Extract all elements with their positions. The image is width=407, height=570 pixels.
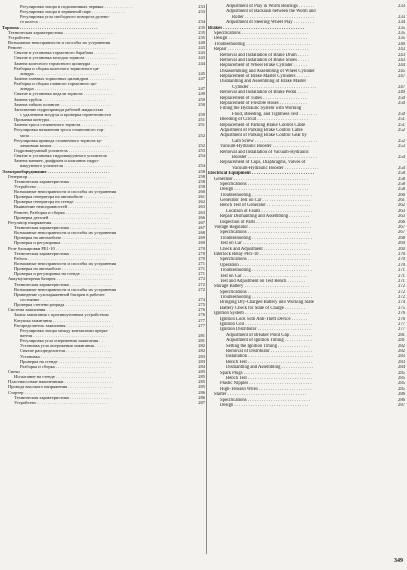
- toc-entry-title: Регулятор напряжения . . . . . . . . . . . . . . . . . . . . . . . . . .: [8, 219, 110, 225]
- toc-entry-title: Specifications . . . . . . . . . . . . . . . . . . . . . . . . . . .: [220, 230, 310, 236]
- toc-entry-title: Распределитель зажигания . . . . . . . . . . . . . . . . . . . . .: [14, 322, 113, 328]
- toc-entry-title: Проверка генератора на стенде . . . . . . . . . . . . . . . . . .: [14, 199, 114, 205]
- toc-entry-page: 234: [397, 20, 405, 26]
- toc-entry-page: 277: [397, 322, 405, 328]
- toc-entry-title: Troubleshooting . . . . . . . . . . . . . . . . . . . . . . . . . .: [220, 295, 312, 301]
- toc-entry-title: Vacuum-Hydraulic Booster . . . . . . . . . . . . . . .: [232, 165, 319, 171]
- toc-entry-page: 263: [397, 208, 405, 214]
- toc-entry-title: Ignition Distributor . . . . . . . . . . . . . . . . . . . . . . .: [220, 327, 311, 333]
- toc-entry-page: 266: [198, 214, 205, 220]
- toc-entry-page: 272: [198, 281, 205, 287]
- toc-entry-title: Generator Test on Car . . . . . . . . . . . . . . . . . . . . .: [220, 198, 311, 204]
- toc-entry-title: Test on Car . . . . . . . . . . . . . . . . . . . . . . . . . . . .: [220, 241, 308, 247]
- toc-entry-title: вателя . . . . . . . . . . . . . . . . . . . . . . . . . . . . . . . . .: [20, 333, 107, 338]
- toc-entry-title: Adjustment of Backlash between the Worm and: [226, 9, 316, 15]
- toc-entry-page: 281: [397, 332, 405, 338]
- toc-entry-title: Испытание на стенде . . . . . . . . . . . . . . . . . . . . . . . . .: [14, 374, 112, 380]
- toc-entry-title: Voltage Regulator . . . . . . . . . . . . . . . . . . . . . . . . . . .: [214, 225, 312, 231]
- toc-entry-page: 249: [397, 90, 405, 96]
- toc-entry-page: 252: [397, 127, 405, 133]
- toc-entry: [2, 400, 205, 405]
- toc-entry-title: Design . . . . . . . . . . . . . . . . . . . . . . . . . . . . . . . .: [220, 402, 309, 408]
- toc-entry-title: Генератор . . . . . . . . . . . . . . . . . . . . . . . . . . . . . . . . . . .: [8, 173, 106, 179]
- toc-entry-title: Brakes . . . . . . . . . . . . . . . . . . . . . . . . . . . . . . . . . . .: [208, 25, 305, 31]
- toc-entry-title: Регулировка зазора в подшипниках червяка . . . . . . . . . . . . .: [20, 4, 133, 9]
- toc-entry-title: Interlock Relay PB1-10 . . . . . . . . . . . . . . . . . . . . . .: [214, 251, 311, 257]
- toc-entry-title: Troubleshooting . . . . . . . . . . . . . . . . . . . . . . . . . .: [220, 268, 312, 274]
- toc-entry-title: Setting the Ignition Timing . . . . . . . . . . . . . .: [226, 343, 310, 349]
- toc-entry-title: Vacuum-Hydraulic Booster . . . . . . . . . . . . . . . .: [220, 144, 309, 150]
- toc-entry-page: 254: [397, 165, 405, 171]
- toc-entry-page: 268: [397, 235, 405, 241]
- toc-entry-page: 277: [198, 322, 205, 328]
- toc-entry-title: Replacement of Brake Master Cylinders . . . . . .: [220, 74, 310, 80]
- toc-entry-page: 270: [397, 251, 405, 257]
- toc-entry-title: Starter . . . . . . . . . . . . . . . . . . . . . . . . . . . . . . . . . .: [214, 392, 307, 398]
- toc-entry-title: Replacement of Tubes . . . . . . . . . . . . . . . . . . .: [220, 95, 307, 101]
- toc-entry-page: 270: [198, 255, 205, 261]
- toc-entry-page: 272: [198, 276, 205, 282]
- toc-entry-title: Electrical Equipment . . . . . . . . . . . . . . . . . . . . . . . . . . .: [208, 171, 315, 177]
- toc-entry-page: 287: [397, 402, 405, 408]
- toc-entry-title: Проверка на стенде . . . . . . . . . . . . . . . . . . . . . . . .: [20, 358, 112, 364]
- toc-entry-title: Регулировка привода стояночного тормоза ку-: [14, 137, 103, 143]
- toc-entry-page: 271: [198, 266, 205, 272]
- toc-entry-page: 283: [397, 359, 405, 365]
- toc-entry-title: Operation . . . . . . . . . . . . . . . . . . . . . . . . . . . . . .: [220, 262, 310, 268]
- toc-entry-title: Replacement of Cups, Diaphragms, Valves of: [220, 160, 306, 166]
- toc-entry-title: Катушка зажигания . . . . . . . . . . . . . . . . . . . . . . . . . .: [14, 317, 111, 323]
- toc-entry-page: 243: [397, 52, 405, 58]
- toc-entry-title: Снятие и установка педали тормоза . . . . . . . . . . . . . .: [14, 91, 114, 97]
- toc-entry-page: 247: [198, 75, 205, 81]
- toc-entry-page: 244: [397, 63, 405, 69]
- toc-entry-title: Dismantling and Assembling . . . . . . . . . . . . . .: [226, 365, 314, 371]
- toc-entry-page: 251: [397, 117, 405, 123]
- toc-entry-title: Замена гибких шлангов . . . . . . . . . . . . . . . . . . . . . . .: [14, 101, 112, 107]
- toc-entry-title: Техническая характеристика . . . . . . . . . . . . . . . . . . . . . . .: [8, 29, 115, 35]
- toc-entry-title: Замок зажигания с противоугонным устройством: [14, 312, 109, 318]
- toc-entry-page: 269: [198, 240, 205, 246]
- toc-entry-page: 270: [397, 257, 405, 263]
- toc-entry-title: Реле блокировки РБ1-10 . . . . . . . . . . . . . . . . . . . . . . . . .: [8, 245, 112, 251]
- toc-entry-title: Roller . . . . . . . . . . . . . . . . . . . . . . . . . . . . . .: [232, 14, 315, 20]
- toc-entry-title: Установка угла опережения зажигания . . . . .: [20, 343, 106, 349]
- toc-entry-page: 281: [198, 333, 205, 338]
- toc-entry-title: моза . . . . . . . . . . . . . . . . . . . . . . . . . . . . . . . . . . .: [20, 132, 108, 138]
- toc-entry-title: Adjustment of Parking Brake Control Cable: [220, 127, 303, 133]
- toc-entry-title: Замена трубок . . . . . . . . . . . . . . . . . . . . . . . . . . . .: [14, 96, 105, 102]
- toc-entry-title: состояние . . . . . . . . . . . . . . . . . . . . . . . . . . . . . . . .: [20, 297, 112, 303]
- toc-entry-page: 282: [198, 348, 205, 354]
- toc-entry-title: High-Tension Wires . . . . . . . . . . . . . . . . . . . . . . .: [220, 386, 312, 392]
- toc-entry-title: Прокачка контуры . . . . . . . . . . . . . . . . . . . . . . . . . .: [14, 117, 108, 123]
- toc-entry-title: Замена манжет, диафрагм и клапанов гидро-: [14, 158, 100, 164]
- toc-entry-page: 252: [198, 142, 205, 148]
- toc-entry-page: 250: [198, 101, 205, 107]
- toc-entry-page: 258: [198, 168, 205, 174]
- toc-entry-page: 258: [397, 181, 405, 187]
- toc-entry-title: Check and Adjustment . . . . . . . . . . . . . . . . . . . .: [220, 246, 310, 252]
- toc-entry-title: Plastic Nipples . . . . . . . . . . . . . . . . . . . . . . . . . . .: [220, 381, 312, 387]
- toc-entry-title: Гидровакуумный усилитель . . . . . . . . . . . . . . . . . . . .: [14, 147, 113, 153]
- toc-entry-page: 247: [397, 74, 405, 80]
- toc-entry-title: Specifications . . . . . . . . . . . . . . . . . . . . . . . . . . .: [220, 397, 310, 403]
- toc-entry-title: Test and Adjustment on Test Bench . . . . . . . .: [220, 278, 306, 284]
- toc-entry-page: 243: [198, 50, 205, 56]
- toc-entry-page: 260: [198, 189, 205, 195]
- toc-entry-title: Замена троса стояночного тормоза . . . . . . . . . . . . . . .: [14, 122, 115, 128]
- toc-entry-page: 263: [198, 204, 205, 210]
- toc-entry-page: 283: [198, 358, 205, 364]
- toc-entry: [208, 403, 405, 408]
- toc-entry-page: 250: [397, 111, 405, 117]
- toc-entry-title: Location of Faults . . . . . . . . . . . . . . . . . . . . . .: [226, 208, 312, 214]
- toc-entry-page: 285: [198, 379, 205, 385]
- toc-entry-title: Приведение сухозаряженной батареи в рабочее: [14, 291, 105, 297]
- toc-entry-title: Troubleshooting . . . . . . . . . . . . . . . . . . . . . . . . . . . .: [214, 41, 311, 47]
- toc-entry-page: 235: [397, 36, 405, 42]
- toc-entry-page: 245: [397, 68, 405, 74]
- toc-entry-page: 250: [397, 101, 405, 107]
- toc-entry-title: Ignition Lock with Anti-Theft Device . . . . . . .: [220, 316, 307, 322]
- toc-entry-page: 275: [397, 305, 405, 311]
- toc-entry-title: го колеса . . . . . . . . . . . . . . . . . . . . . . . . . . .: [20, 19, 99, 25]
- toc-entry-title: Repair Dismantling and Assembling . . . . . . . . .: [220, 214, 310, 220]
- toc-entry-page: 258: [397, 187, 405, 193]
- toc-entry-page: 263: [397, 214, 405, 220]
- toc-entry-page: 272: [397, 295, 405, 301]
- toc-entry-page: 243: [397, 47, 405, 53]
- toc-entry-page: 285: [198, 384, 205, 390]
- toc-entry-page: 247: [198, 86, 205, 92]
- toc-entry-title: Generator . . . . . . . . . . . . . . . . . . . . . . . . . . . . . . . .: [214, 176, 308, 182]
- toc-entry-page: 271: [397, 268, 405, 274]
- toc-entry-title: Specifications . . . . . . . . . . . . . . . . . . . . . . . . . . .: [220, 289, 310, 295]
- toc-entry-page: 266: [397, 219, 405, 225]
- toc-entry-page: 275: [198, 302, 205, 308]
- toc-entry-title: Система зажигания . . . . . . . . . . . . . . . . . . . . . . . . . . . . .: [8, 307, 111, 313]
- toc-entry-title: Разборка и сборка главного тормозного ци-: [14, 81, 97, 87]
- toc-entry-title: Removal and Installation of Brake Pedal . . . . .: [220, 90, 308, 96]
- toc-entry-page: 269: [198, 235, 205, 241]
- toc-entry-title: Проверка на автомобиле . . . . . . . . . . . . . . . . . . . . . . .: [14, 266, 113, 272]
- toc-entry-page: 258: [198, 183, 205, 189]
- toc-entry-page: 271: [397, 273, 405, 279]
- toc-entry-page: 234: [198, 19, 205, 25]
- toc-entry-title: Проверка и регулировка . . . . . . . . . . . . . . . . . . . . . . .: [14, 240, 113, 246]
- toc-entry-title: Разборка и сборка . . . . . . . . . . . . . . . . . . . . . . . . .: [20, 363, 112, 369]
- toc-entry-title: Adjustment of Breaker Point Gap . . . . . . . . . .: [226, 332, 313, 338]
- toc-entry-title: Снятие распределителя . . . . . . . . . . . . . . . . . . . .: [20, 348, 111, 354]
- toc-entry-page: 284: [397, 365, 405, 371]
- toc-entry-page: 252: [397, 138, 405, 144]
- toc-entry-page: 235: [198, 29, 205, 35]
- toc-entry-title: Техническая характеристика . . . . . . . . . . . . . . . . . . .: [14, 178, 112, 184]
- toc-entry-page: 249: [198, 91, 205, 97]
- toc-entry-page: 243: [198, 45, 205, 51]
- toc-column-english: [208, 4, 405, 408]
- column-divider: [206, 4, 207, 554]
- toc-entry-page: 251: [198, 122, 205, 128]
- toc-entry-page: 250: [198, 96, 205, 102]
- toc-entry-page: 271: [198, 261, 205, 267]
- toc-entry-title: Ignition System . . . . . . . . . . . . . . . . . . . . . . . . . . . .: [214, 311, 310, 317]
- toc-entry-title: Замена колесного тормозного цилиндра . . . . . . . . . . . .: [14, 60, 118, 66]
- toc-entry-page: 261: [397, 198, 405, 204]
- toc-entry-title: Spark Plugs . . . . . . . . . . . . . . . . . . . . . . . . . . . . .: [220, 370, 311, 376]
- toc-entry-title: Возможные неисправности и способы их устранения: [8, 39, 111, 45]
- toc-entry-title: лачковым валом . . . . . . . . . . . . . . . . . . . . . . . . . .: [20, 142, 110, 148]
- toc-entry-page: 254: [397, 154, 405, 160]
- toc-entry-title: Электрооборудование . . . . . . . . . . . . . . . . . . . . . . . . . . . .: [2, 168, 110, 174]
- page-number: 349: [394, 558, 403, 564]
- toc-entry-title: Снятие и установка тормозного барабана . . . . . . . . . . .: [14, 50, 118, 56]
- toc-entry-title: Проверка степени разряда . . . . . . . . . . . . . . . . . . . . .: [14, 302, 112, 308]
- toc-entry-page: 282: [198, 343, 205, 349]
- toc-entry-title: Battery Check for State of Charge . . . . . . . . .: [220, 305, 305, 311]
- toc-entry-page: 267: [198, 219, 205, 225]
- toc-entry-page: 252: [198, 132, 205, 138]
- toc-entry-page: 235: [397, 30, 405, 36]
- toc-entry-title: Тормоза . . . . . . . . . . . . . . . . . . . . . . . . . . . . . . . . . . .: [2, 24, 98, 30]
- toc-entry-title: Ignition Coil . . . . . . . . . . . . . . . . . . . . . . . . . . . . .: [220, 322, 313, 328]
- toc-entry-title: Bench Test of Generator . . . . . . . . . . . . . . . . . . .: [220, 203, 311, 209]
- toc-entry-page: 253: [397, 144, 405, 150]
- toc-entry-title: Установка . . . . . . . . . . . . . . . . . . . . . . . . . . . . . . . .: [20, 353, 112, 359]
- toc-entry-page: 262: [397, 203, 405, 209]
- toc-entry-page: 235: [198, 24, 205, 30]
- toc-entry-page: 272: [397, 284, 405, 290]
- toc-entry-title: Bench Test . . . . . . . . . . . . . . . . . . . . . . . . . . . .: [226, 359, 313, 365]
- toc-entry-title: Booster . . . . . . . . . . . . . . . . . . . . . . . . . . . . . .: [232, 154, 317, 160]
- toc-entry-page: 281: [397, 338, 405, 344]
- toc-entry-title: Adjustment of Parking Brake Control Gear by: [220, 133, 307, 139]
- toc-entry-page: 262: [198, 199, 205, 205]
- toc-entry-title: Cylinder . . . . . . . . . . . . . . . . . . . . . . . . . . . . .: [232, 84, 317, 90]
- toc-entry-page: 243: [397, 57, 405, 63]
- toc-entry-title: Возможные неисправности и способы их устранения: [14, 189, 117, 195]
- toc-entry-page: 258: [397, 176, 405, 182]
- toc-entry-page: 251: [198, 117, 205, 123]
- toc-entry-page: 276: [397, 311, 405, 317]
- toc-entry-page: 268: [198, 230, 205, 236]
- toc-entry-page: 235: [198, 34, 205, 40]
- toc-entry-title: Замена главных тормозных цилиндров . . . . . . . . . . . .: [14, 75, 116, 81]
- toc-entry-title: Design . . . . . . . . . . . . . . . . . . . . . . . . . . . . . . . . . .: [214, 36, 307, 42]
- toc-entry-page: 240: [198, 39, 205, 45]
- toc-entry-page: 283: [198, 353, 205, 359]
- toc-entry-page: 285: [198, 368, 205, 374]
- toc-entry-title: Проверка на автомобиле . . . . . . . . . . . . . . . . . . . . . . .: [14, 235, 113, 241]
- toc-entry-page: 272: [397, 289, 405, 295]
- toc-entry-page: 258: [397, 171, 405, 177]
- toc-entry-page: 233: [198, 4, 205, 9]
- toc-entry-title: Bench Test . . . . . . . . . . . . . . . . . . . . . . . . . . . .: [226, 375, 313, 381]
- toc-entry-title: Adjustment of Play in Worm Bearings . . . . . . .: [226, 4, 315, 9]
- toc-entry-title: Возможные неисправности и способы их устранения: [14, 230, 117, 236]
- toc-entry-page: 274: [198, 297, 205, 303]
- toc-entry-page: 253: [198, 147, 205, 153]
- toc-entry-title: Bleeding of Circuit . . . . . . . . . . . . . . . . . . . . . .: [220, 117, 308, 123]
- toc-entry-page: 245: [198, 70, 205, 76]
- toc-entry-title: с удалением воздуха и проверка герметичности: [20, 111, 111, 117]
- toc-entry-title: Specifications . . . . . . . . . . . . . . . . . . . . . . . . . . .: [220, 181, 310, 187]
- toc-entry-title: Disassembling and Assembling of Wheel Cylinder: [220, 68, 315, 74]
- toc-entry-title: Устройство . . . . . . . . . . . . . . . . . . . . . . . . . . . . . . . . . .: [8, 34, 107, 40]
- toc-entry-page: 260: [397, 192, 405, 198]
- toc-entry-title: Провода высокого напряжения . . . . . . . . . . . . . . . . . . . .: [8, 384, 113, 390]
- toc-entry-page: 270: [198, 250, 205, 256]
- toc-entry-title: Filling the Hydraulic System with Working: [220, 106, 302, 112]
- toc-entry-page: 247: [397, 84, 405, 90]
- toc-entry-title: Ремонт . . . . . . . . . . . . . . . . . . . . . . . . . . . . . . . . . . . . .: [8, 45, 106, 51]
- toc-entry-page: 277: [397, 327, 405, 333]
- toc-entry-title: Проверка деталей . . . . . . . . . . . . . . . . . . . . . . . . . . .: [14, 214, 110, 220]
- toc-entry-page: 233: [397, 4, 405, 9]
- toc-entry-page: 270: [198, 245, 205, 251]
- toc-entry-page: 276: [198, 307, 205, 313]
- toc-entry-title: Проверка и регулировка на стенде . . . . . . . . . . . . . . .: [14, 271, 114, 277]
- toc-entry-title: Specifications . . . . . . . . . . . . . . . . . . . . . . . . . . .: [220, 257, 310, 263]
- toc-entry-title: Устройство . . . . . . . . . . . . . . . . . . . . . . . . . . . . . . . .: [14, 183, 108, 189]
- toc-entry-title: Возможные неисправности и способы их устранения: [14, 286, 117, 292]
- toc-entry-title: Работа . . . . . . . . . . . . . . . . . . . . . . . . . . . . . . . . . . .: [14, 255, 106, 261]
- toc-entry-page: 233: [397, 14, 405, 20]
- toc-entry-title: Fluid, Bleeding, and Tightness Test . . . . . . . .: [232, 111, 318, 117]
- toc-entry-title: Repair . . . . . . . . . . . . . . . . . . . . . . . . . . . . . . . . . . .: [214, 47, 309, 53]
- toc-entry-title: Проверка генератора на автомобиле . . . . . . . . . . . . . .: [14, 194, 115, 200]
- toc-entry-page: 250: [198, 111, 205, 117]
- toc-entry-title: Регулировка угла свободного поворота рулево-: [20, 14, 110, 20]
- toc-entry-title: Регулировка зазора между контактами преры-: [20, 327, 109, 333]
- toc-entry-title: Аккумуляторная батарея . . . . . . . . . . . . . . . . . . . . . . . . .: [8, 276, 112, 282]
- toc-entry-title: Свечи . . . . . . . . . . . . . . . . . . . . . . . . . . . . . . . . . . . . . .: [8, 368, 106, 374]
- toc-entry-page: 254: [198, 153, 205, 159]
- toc-entry-title: Ремонт, Разборка и сборка . . . . . . . . . . . . . . . . . . . . .: [14, 209, 112, 215]
- toc-entry-title: Устройство . . . . . . . . . . . . . . . . . . . . . . . . . . . . . . . .: [14, 399, 108, 405]
- toc-entry-title: Adjustment of Steering Wheel Play . . . . . . . . .: [226, 20, 314, 26]
- toc-entry-page: 267: [397, 225, 405, 231]
- toc-entry-title: вакуумного усилителя . . . . . . . . . . . . . . . . . . . . . . .: [20, 163, 115, 169]
- toc-entry-title: Replacement of Parking Brake Control Cable: [220, 122, 306, 128]
- toc-entry-title: Регулировка угла опережения зажигания . .: [20, 338, 103, 344]
- toc-entry-page: 286: [397, 397, 405, 403]
- toc-entry-page: 286: [198, 394, 205, 400]
- toc-entry-title: Выявление неисправностей . . . . . . . . . . . . . . . . . . . .: [14, 204, 113, 210]
- toc-entry-title: Регулировка зазора в червячной паре . . . . . . . . . . . . . . .: [20, 9, 125, 15]
- toc-entry-title: Пластмассовые наконечники . . . . . . . . . . . . . . . . . . . . . .: [8, 379, 113, 385]
- toc-entry-page: 271: [198, 271, 205, 277]
- toc-entry-page: 235: [397, 25, 405, 31]
- toc-entry-page: 243: [198, 55, 205, 61]
- toc-entry-title: Разборка и сборка колесного тормозного ци-: [14, 65, 100, 71]
- toc-entry-page: 263: [198, 209, 205, 215]
- toc-entry-title: Техническая характеристика . . . . . . . . . . . . . . . . . . .: [14, 281, 112, 287]
- toc-entry-title: Техническая характеристика . . . . . . . . . . . . . . . . . . .: [14, 394, 112, 400]
- toc-entry-page: 285: [397, 386, 405, 392]
- toc-entry-page: 283: [397, 354, 405, 360]
- toc-entry-page: 287: [198, 399, 205, 405]
- toc-entry-title: Cam Screw . . . . . . . . . . . . . . . . . . . . . . . . . . .: [232, 138, 318, 144]
- toc-entry-page: 282: [397, 343, 405, 349]
- toc-entry-title: Storage Battery . . . . . . . . . . . . . . . . . . . . . . . . . . . .: [214, 284, 309, 290]
- toc-entry-title: Adjustment of Ignition Timing . . . . . . . . . . . .: [226, 338, 312, 344]
- toc-entry-title: Dismantling and Assembling of Brake Master: [220, 79, 307, 85]
- toc-entry-page: 276: [397, 316, 405, 322]
- toc-entry-page: 285: [397, 370, 405, 376]
- toc-entry-page: 285: [397, 375, 405, 381]
- toc-entry-page: 286: [397, 392, 405, 398]
- toc-entry-title: Снятие и установка колодок тормоза . . . . . . . . . . . . . .: [14, 55, 116, 61]
- toc-entry-page: 269: [397, 241, 405, 247]
- toc-entry-page: 282: [397, 349, 405, 354]
- toc-entry-page: 233: [198, 9, 205, 15]
- toc-entry-page: 244: [198, 60, 205, 66]
- toc-entry-title: Troubleshooting . . . . . . . . . . . . . . . . . . . . . . . . . .: [220, 235, 312, 241]
- toc-entry-title: линдра . . . . . . . . . . . . . . . . . . . . . . . . . . . . . . . . .: [20, 70, 108, 76]
- toc-entry-title: Снятие и установка гидровакуумного усилителя: [14, 153, 107, 159]
- toc-entry-title: Design . . . . . . . . . . . . . . . . . . . . . . . . . . . . . . . .: [220, 187, 309, 193]
- toc-entry-title: Installation . . . . . . . . . . . . . . . . . . . . . . . . . . . .: [226, 354, 313, 360]
- toc-entry-title: Bringing Dry-Charged Battery into Working State: [220, 300, 314, 306]
- toc-entry-page: 251: [397, 122, 405, 128]
- toc-entry-title: Removal and Installation of Brake Shoes . . . . .: [220, 57, 309, 63]
- toc-entry-page: 254: [198, 163, 205, 169]
- toc-entry-page: 274: [397, 300, 405, 306]
- toc-entry-page: 281: [198, 338, 205, 344]
- toc-entry-title: Troubleshooting . . . . . . . . . . . . . . . . . . . . . . . . . .: [220, 192, 312, 198]
- toc-entry-title: Test on Car . . . . . . . . . . . . . . . . . . . . . . . . . . . .: [220, 273, 308, 279]
- toc-column-russian: [2, 4, 205, 405]
- toc-entry-title: Removal and Installation of Vacuum-Hydraulic: [220, 149, 309, 155]
- toc-entry-title: линдра . . . . . . . . . . . . . . . . . . . . . . . . . . . . . . . . .: [20, 86, 108, 92]
- toc-entry-title: Specifications . . . . . . . . . . . . . . . . . . . . . . . . . . . . .: [214, 30, 309, 36]
- toc-entry-page: 258: [198, 173, 205, 179]
- toc-entry-page: 276: [198, 312, 205, 318]
- toc-entry-page: 271: [397, 278, 405, 284]
- toc-entry-title: Inspection of Parts . . . . . . . . . . . . . . . . . . . . . . .: [220, 219, 310, 225]
- toc-entry-title: Техническая характеристика . . . . . . . . . . . . . . . . . . .: [14, 250, 112, 256]
- toc-entry-page: 286: [198, 389, 205, 395]
- toc-entry-page: 267: [198, 225, 205, 231]
- toc-entry-title: Removal of Distributor . . . . . . . . . . . . . . . . . .: [226, 349, 312, 354]
- toc-entry-page: 272: [198, 286, 205, 292]
- toc-entry-page: 267: [397, 230, 405, 236]
- toc-entry-title: Возможные неисправности и способы их устранения: [14, 261, 117, 267]
- toc-entry-title: Регулировка натяжения троса стояночного тор-: [14, 127, 105, 133]
- toc-entry-page: 285: [198, 374, 205, 380]
- toc-entry-title: Стартер . . . . . . . . . . . . . . . . . . . . . . . . . . . . . . . . . . . . .: [8, 389, 107, 395]
- toc-entry-title: Заполнение гидропривода рабочей жидкостью: [14, 106, 104, 112]
- toc-entry-title: Replacement of Flexible Hoses . . . . . . . . . . . .: [220, 101, 307, 107]
- toc-entry-title: Removal and Installation of Brake Drum . . . . .: [220, 52, 309, 58]
- toc-entry-page: 270: [397, 262, 405, 268]
- toc-entry-page: 261: [198, 194, 205, 200]
- toc-entry-page: 258: [198, 178, 205, 184]
- toc-entry-page: 250: [397, 95, 405, 101]
- toc-entry-page: 284: [198, 363, 205, 369]
- toc-entry-page: 269: [397, 246, 405, 252]
- toc-entry-title: Replacement of Wheel Brake Cylinder . . . . . .: [220, 63, 307, 69]
- toc-entry-title: Техническая характеристика . . . . . . . . . . . . . . . . . . .: [14, 225, 112, 231]
- toc-entry-page: 285: [397, 381, 405, 387]
- toc-entry-page: 277: [198, 317, 205, 323]
- toc-entry-page: 240: [397, 41, 405, 47]
